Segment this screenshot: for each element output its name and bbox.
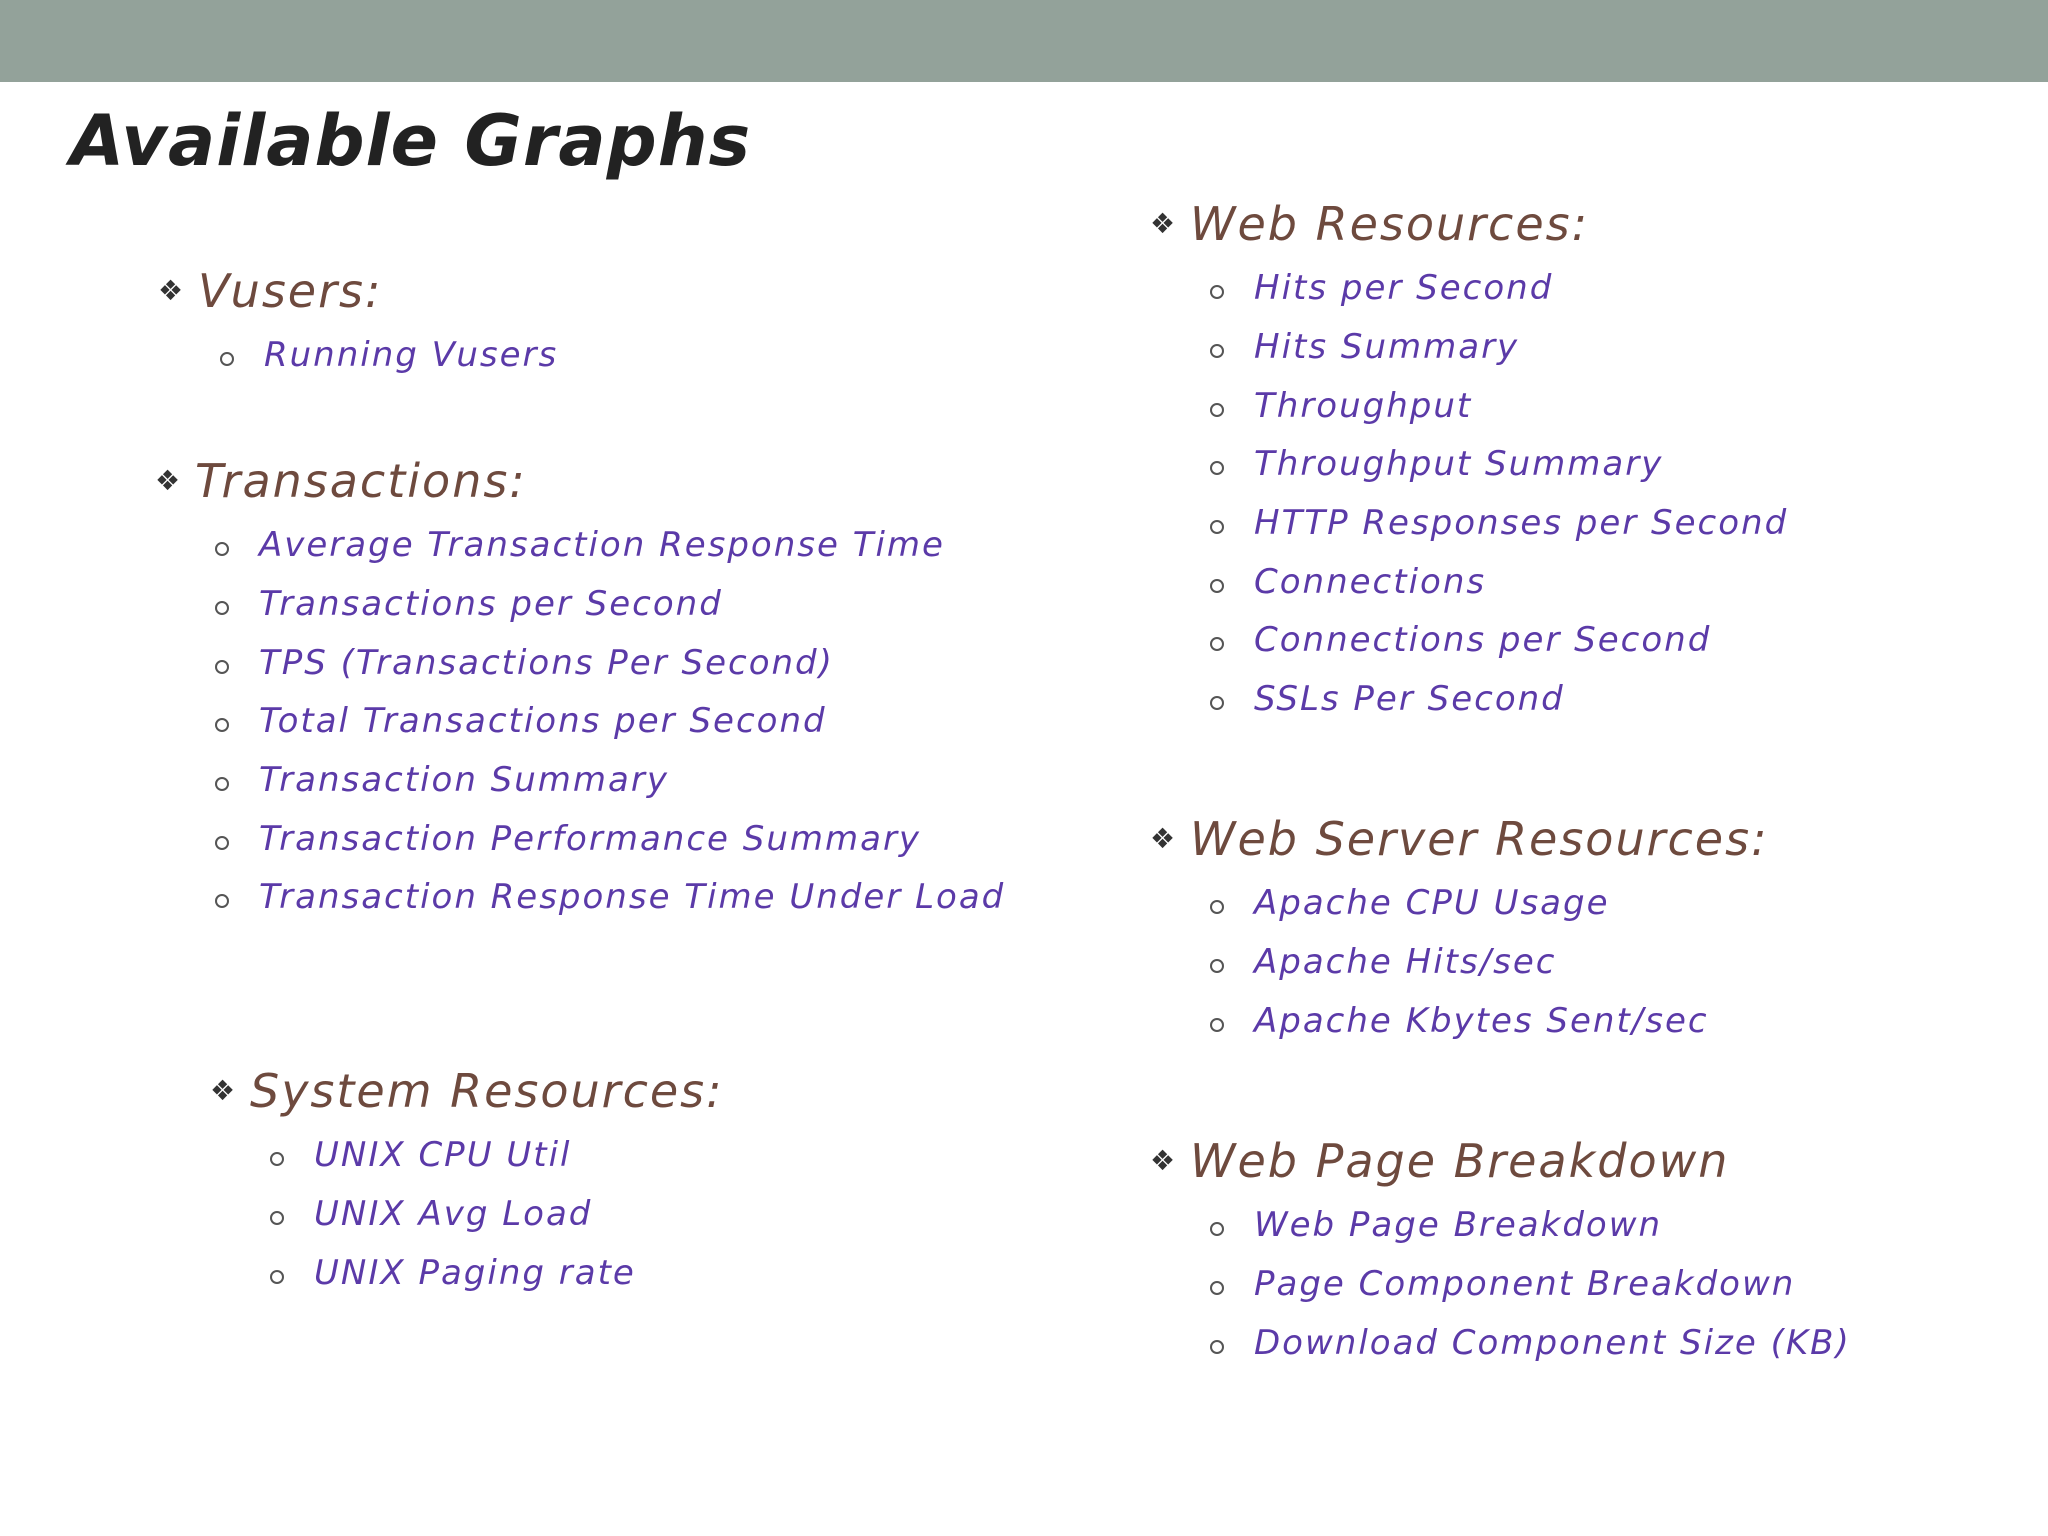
item-list — [1210, 1196, 1851, 1372]
hollow-circle-icon — [270, 1152, 284, 1166]
list-item — [1210, 318, 1788, 377]
list-item-label: Page Component Breakdown — [1254, 1264, 1796, 1305]
item-list — [1210, 259, 1788, 729]
list-item — [215, 809, 1005, 868]
list-item-label: UNIX Paging rate — [314, 1252, 636, 1293]
diamond-cluster-icon: ❖ — [1150, 207, 1176, 240]
list-item — [215, 868, 1005, 927]
section-web-page-breakdown — [1150, 1126, 1851, 1372]
hollow-circle-icon — [1210, 403, 1224, 417]
item-list — [1210, 874, 1769, 1050]
hollow-circle-icon — [215, 836, 229, 850]
list-item — [215, 633, 1005, 692]
section-heading: System Resources: — [250, 1064, 724, 1118]
hollow-circle-icon — [1210, 696, 1224, 710]
list-item — [1210, 259, 1788, 318]
hollow-circle-icon — [1210, 959, 1224, 973]
list-item — [1210, 874, 1769, 933]
diamond-cluster-icon: ❖ — [155, 464, 181, 497]
item-list — [270, 1126, 724, 1302]
list-item-label: Transaction Response Time Under Load — [259, 877, 1006, 918]
section-heading: Transactions: — [195, 454, 527, 508]
hollow-circle-icon — [215, 542, 229, 556]
list-item — [215, 751, 1005, 810]
hollow-circle-icon — [1210, 1281, 1224, 1295]
list-item — [1210, 376, 1788, 435]
hollow-circle-icon — [1210, 461, 1224, 475]
list-item — [1210, 1255, 1851, 1314]
hollow-circle-icon — [220, 352, 234, 366]
list-item-label: Connections per Second — [1254, 620, 1712, 661]
item-list — [220, 326, 558, 385]
section-heading-row — [158, 256, 558, 326]
section-system-resources — [210, 1056, 724, 1302]
hollow-circle-icon — [1210, 637, 1224, 651]
item-list — [215, 516, 1005, 927]
hollow-circle-icon — [1210, 1340, 1224, 1354]
list-item-label: Average Transaction Response Time — [259, 525, 945, 566]
list-item-label: Apache Hits/sec — [1254, 942, 1557, 983]
list-item-label: UNIX CPU Util — [314, 1135, 572, 1176]
list-item-label: Transaction Summary — [259, 760, 669, 801]
list-item-label: Apache Kbytes Sent/sec — [1254, 1000, 1709, 1041]
section-web-server-resources — [1150, 804, 1769, 1050]
section-heading-row — [1150, 804, 1769, 874]
list-item — [215, 692, 1005, 751]
list-item-label: Hits Summary — [1254, 327, 1520, 368]
list-item-label: Transaction Performance Summary — [259, 818, 922, 859]
list-item-label: TPS (Transactions Per Second) — [259, 642, 834, 683]
list-item — [270, 1126, 724, 1185]
list-item — [1210, 670, 1788, 729]
list-item-label: Throughput Summary — [1254, 444, 1664, 485]
list-item — [270, 1243, 724, 1302]
list-item — [1210, 933, 1769, 992]
list-item — [1210, 1196, 1851, 1255]
header-band — [0, 0, 2048, 82]
hollow-circle-icon — [1210, 579, 1224, 593]
hollow-circle-icon — [215, 777, 229, 791]
section-vusers — [158, 256, 558, 385]
section-heading: Web Server Resources: — [1190, 812, 1769, 866]
hollow-circle-icon — [1210, 1222, 1224, 1236]
list-item-label: Download Component Size (KB) — [1254, 1322, 1851, 1363]
list-item-label: Hits per Second — [1254, 268, 1554, 309]
hollow-circle-icon — [1210, 344, 1224, 358]
hollow-circle-icon — [1210, 900, 1224, 914]
list-item — [1210, 435, 1788, 494]
list-item-label: Apache CPU Usage — [1254, 883, 1610, 924]
hollow-circle-icon — [270, 1270, 284, 1284]
list-item — [1210, 552, 1788, 611]
diamond-cluster-icon: ❖ — [210, 1074, 236, 1107]
section-web-resources — [1150, 189, 1788, 729]
hollow-circle-icon — [215, 718, 229, 732]
section-heading-row — [210, 1056, 724, 1126]
list-item — [1210, 991, 1769, 1050]
list-item-label: Connections — [1254, 561, 1487, 602]
section-heading: Web Page Breakdown — [1190, 1134, 1730, 1188]
list-item-label: SSLs Per Second — [1254, 679, 1565, 720]
list-item-label: Total Transactions per Second — [259, 701, 827, 742]
diamond-cluster-icon: ❖ — [1150, 1144, 1176, 1177]
diamond-cluster-icon: ❖ — [1150, 822, 1176, 855]
section-heading-row — [1150, 189, 1788, 259]
list-item — [270, 1185, 724, 1244]
hollow-circle-icon — [215, 601, 229, 615]
section-heading: Vusers: — [198, 264, 383, 318]
hollow-circle-icon — [215, 894, 229, 908]
list-item — [215, 575, 1005, 634]
slide-title: Available Graphs — [70, 100, 752, 182]
list-item-label: Throughput — [1254, 385, 1473, 426]
list-item — [220, 326, 558, 385]
list-item — [215, 516, 1005, 575]
list-item-label: Transactions per Second — [259, 584, 723, 625]
list-item — [1210, 1313, 1851, 1372]
list-item-label: Web Page Breakdown — [1254, 1205, 1663, 1246]
hollow-circle-icon — [270, 1211, 284, 1225]
section-transactions — [155, 446, 1005, 927]
section-heading-row — [1150, 1126, 1851, 1196]
hollow-circle-icon — [215, 660, 229, 674]
section-heading: Web Resources: — [1190, 197, 1590, 251]
hollow-circle-icon — [1210, 285, 1224, 299]
list-item-label: UNIX Avg Load — [314, 1194, 593, 1235]
list-item — [1210, 494, 1788, 553]
list-item-label: Running Vusers — [264, 335, 559, 376]
section-heading-row — [155, 446, 1005, 516]
hollow-circle-icon — [1210, 1018, 1224, 1032]
list-item-label: HTTP Responses per Second — [1254, 503, 1789, 544]
diamond-cluster-icon: ❖ — [158, 274, 184, 307]
list-item — [1210, 611, 1788, 670]
hollow-circle-icon — [1210, 520, 1224, 534]
